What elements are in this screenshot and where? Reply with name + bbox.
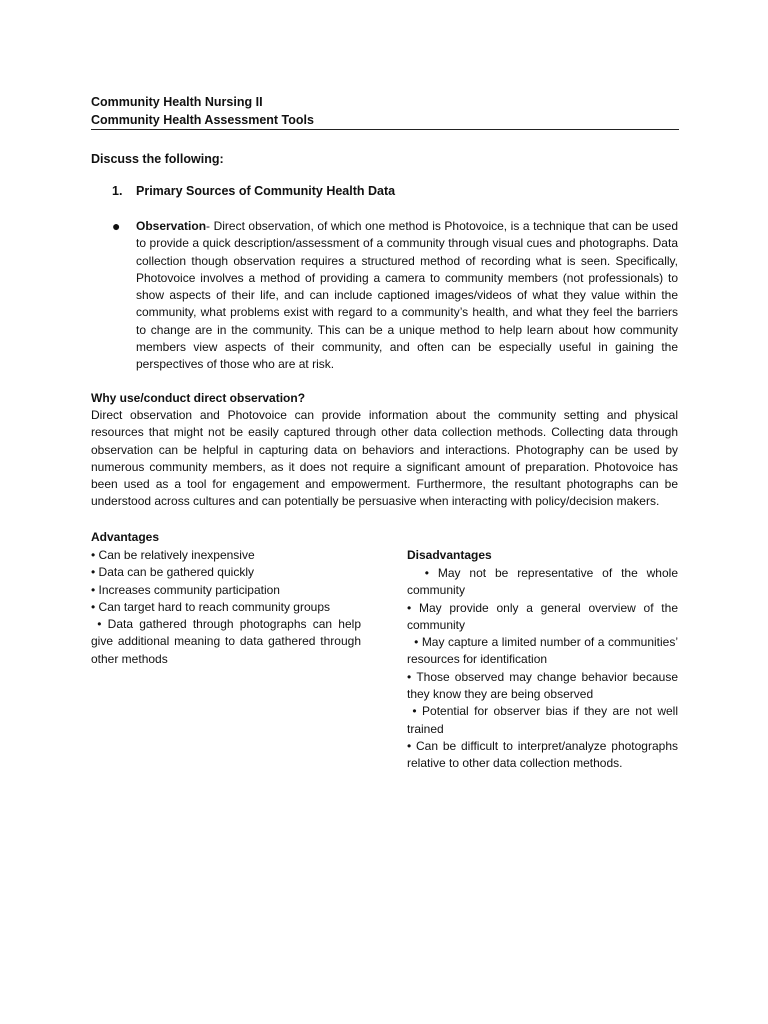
disadvantages-heading: Disadvantages xyxy=(407,548,492,562)
list-item: • Can target hard to reach community groups xyxy=(91,599,361,616)
list-item: • Potential for observer bias if they are not well trained xyxy=(407,703,678,738)
course-title: Community Health Nursing II xyxy=(91,95,263,109)
why-heading: Why use/conduct direct observation? xyxy=(91,391,306,405)
advantages-list xyxy=(91,547,361,668)
disadvantages-list xyxy=(407,565,678,773)
observation-term: Observation xyxy=(136,219,207,233)
observation-text: - Direct observation, of which one method is Photovoice, is a technique that can be used to provide a quick description/assessment of a community through visual cues and photographs. Data collection though observation requires a structured method of recording what is seen. Specifically, Photovoice involves a method of providing a camera to community members (not professionals) to show aspects of their life, and can include captioned images/videos of what they value within the community, what problems exist with regard to a community’s health, and what they feel the barriers to change are in the community. This can be a unique method to help learn about how community members view aspects of their community, and often can be especially useful in gaining the perspectives of those who are at risk. xyxy=(136,219,678,372)
why-paragraph: Direct observation and Photovoice can provide information about the community setting and physical resources that might not be easily captured through other data collection methods. Collecting data through observation can be helpful in capturing data on behaviors and interactions. Photography can be used by numerous community members, as it does not require a significant amount of preparation. Photovoice has been used as a tool for engagement and empowerment. Furthermore, the resultant photographs can be understood across cultures and can potentially be persuasive when interacting with policy/decision makers. xyxy=(91,408,678,509)
list-item: • May not be representative of the whole community xyxy=(407,565,678,600)
list-item: • Data gathered through photographs can help give additional meaning to data gathered through other methods xyxy=(91,616,361,668)
discussion-prompt: Discuss the following: xyxy=(91,152,224,166)
list-item: • Increases community participation xyxy=(91,582,361,599)
list-item: • May provide only a general overview of the community xyxy=(407,600,678,635)
list-item: • Those observed may change behavior because they know they are being observed xyxy=(407,669,678,704)
section-number: 1. xyxy=(112,184,123,198)
document-header xyxy=(91,93,679,129)
observation-paragraph xyxy=(136,218,678,374)
section-title: Primary Sources of Community Health Data xyxy=(136,184,396,198)
advantages-heading: Advantages xyxy=(91,530,160,544)
list-item: • Data can be gathered quickly xyxy=(91,564,361,581)
list-item: • Can be relatively inexpensive xyxy=(91,547,361,564)
list-item: • Can be difficult to interpret/analyze photographs relative to other data collection methods. xyxy=(407,738,678,773)
topic-title: Community Health Assessment Tools xyxy=(91,113,314,127)
list-item: • May capture a limited number of a communities’ resources for identification xyxy=(407,634,678,669)
section-heading xyxy=(112,182,395,200)
bullet-icon: ● xyxy=(112,218,121,234)
header-divider xyxy=(91,129,679,130)
